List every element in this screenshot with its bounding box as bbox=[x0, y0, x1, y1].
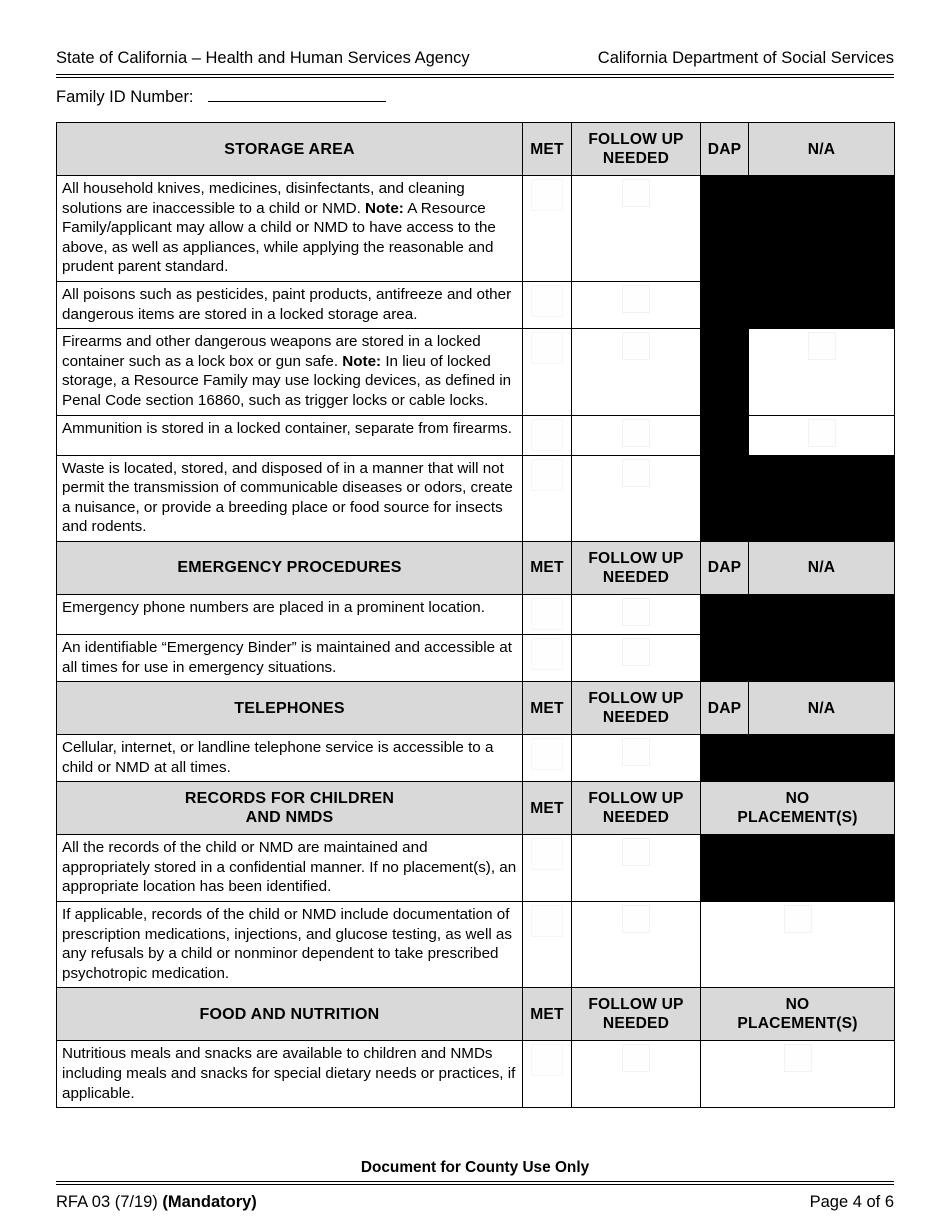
requirement-text: Firearms and other dangerous weapons are stored in a locked container such as a lock box or gun safe. Note: In lieu of locked storage, a Resource Family may use locking devices, as defined in Penal Code section 16860, such as trigger locks or cable locks. bbox=[57, 329, 523, 415]
checkbox[interactable] bbox=[622, 1044, 650, 1072]
met-checkbox-cell[interactable] bbox=[523, 902, 572, 988]
column-header-met: MET bbox=[523, 123, 572, 176]
checkbox[interactable] bbox=[622, 905, 650, 933]
met-checkbox-cell[interactable] bbox=[523, 281, 572, 328]
follow-up-checkbox-cell[interactable] bbox=[572, 835, 701, 902]
met-checkbox-cell[interactable] bbox=[523, 176, 572, 282]
county-use-notice: Document for County Use Only bbox=[360, 1159, 590, 1176]
na-blackout-cell bbox=[749, 634, 895, 681]
checklist-row bbox=[57, 902, 895, 988]
section-title: STORAGE AREA bbox=[57, 123, 523, 176]
requirement-text: An identifiable “Emergency Binder” is maintained and accessible at all times for use in emergency situations. bbox=[57, 634, 523, 681]
checkbox[interactable] bbox=[531, 905, 563, 937]
column-header-follow-up-needed: FOLLOW UP NEEDED bbox=[572, 541, 701, 594]
na-checkbox-cell[interactable] bbox=[749, 415, 895, 455]
dap-blackout-cell bbox=[701, 176, 749, 282]
checkbox[interactable] bbox=[531, 285, 563, 317]
column-header-dap: DAP bbox=[701, 123, 749, 176]
checklist-row bbox=[57, 329, 895, 415]
met-checkbox-cell[interactable] bbox=[523, 329, 572, 415]
requirement-text: All the records of the child or NMD are maintained and appropriately stored in a confidential manner. If no placement(s), an appropriate location has been identified. bbox=[57, 835, 523, 902]
checkbox[interactable] bbox=[622, 459, 650, 487]
column-header-dap: DAP bbox=[701, 682, 749, 735]
section-header-row bbox=[57, 541, 895, 594]
family-id-row bbox=[56, 87, 894, 107]
follow-up-checkbox-cell[interactable] bbox=[572, 415, 701, 455]
checklist-row bbox=[57, 1041, 895, 1108]
met-checkbox-cell[interactable] bbox=[523, 1041, 572, 1108]
requirement-text: All household knives, medicines, disinfectants, and cleaning solutions are inaccessible to a child or NMD. Note: A Resource Family/applicant may allow a child or NMD to have access to the above, as well as appliances, while applying the reasonable and prudent parent standard. bbox=[57, 176, 523, 282]
requirement-text: If applicable, records of the child or NMD include documentation of prescription medications, injections, and glucose testing, as well as any refusals by a child or nonminor dependent to take prescribed psychotropic medication. bbox=[57, 902, 523, 988]
requirement-text: Waste is located, stored, and disposed of in a manner that will not permit the transmission of communicable diseases or odors, create a nuisance, or provide a breeding place or food source for insects and rodents. bbox=[57, 455, 523, 541]
na-blackout-cell bbox=[749, 281, 895, 328]
follow-up-checkbox-cell[interactable] bbox=[572, 329, 701, 415]
checkbox[interactable] bbox=[622, 738, 650, 766]
checkbox[interactable] bbox=[531, 179, 563, 211]
family-id-label: Family ID Number: bbox=[56, 88, 194, 106]
section-title: FOOD AND NUTRITION bbox=[57, 988, 523, 1041]
follow-up-checkbox-cell[interactable] bbox=[572, 735, 701, 782]
met-checkbox-cell[interactable] bbox=[523, 455, 572, 541]
checkbox[interactable] bbox=[622, 838, 650, 866]
family-id-input[interactable] bbox=[208, 87, 386, 102]
section-header-row bbox=[57, 123, 895, 176]
checkbox[interactable] bbox=[531, 459, 563, 491]
no-placement-checkbox-cell[interactable] bbox=[701, 902, 895, 988]
column-header-follow-up-needed: FOLLOW UP NEEDED bbox=[572, 782, 701, 835]
form-id-text: RFA 03 (7/19) bbox=[56, 1193, 163, 1211]
checkbox[interactable] bbox=[531, 638, 563, 670]
checkbox[interactable] bbox=[531, 1044, 563, 1076]
dap-blackout-cell bbox=[701, 634, 749, 681]
section-header-row bbox=[57, 988, 895, 1041]
checklist-row bbox=[57, 594, 895, 634]
met-checkbox-cell[interactable] bbox=[523, 835, 572, 902]
checklist-row bbox=[57, 735, 895, 782]
follow-up-checkbox-cell[interactable] bbox=[572, 902, 701, 988]
met-checkbox-cell[interactable] bbox=[523, 594, 572, 634]
column-header-na: N/A bbox=[749, 123, 895, 176]
met-checkbox-cell[interactable] bbox=[523, 415, 572, 455]
dap-blackout-cell bbox=[701, 329, 749, 415]
met-checkbox-cell[interactable] bbox=[523, 735, 572, 782]
form-identifier bbox=[56, 1192, 257, 1212]
header-divider bbox=[56, 74, 894, 78]
checkbox[interactable] bbox=[531, 598, 563, 630]
requirement-text: All poisons such as pesticides, paint products, antifreeze and other dangerous items are stored in a locked storage area. bbox=[57, 281, 523, 328]
dap-blackout-cell bbox=[701, 735, 749, 782]
column-header-met: MET bbox=[523, 682, 572, 735]
dap-blackout-cell bbox=[701, 415, 749, 455]
column-header-met: MET bbox=[523, 541, 572, 594]
note-label: Note: bbox=[342, 352, 382, 370]
follow-up-checkbox-cell[interactable] bbox=[572, 176, 701, 282]
na-blackout-cell bbox=[749, 455, 895, 541]
checklist-row bbox=[57, 415, 895, 455]
column-header-follow-up-needed: FOLLOW UP NEEDED bbox=[572, 988, 701, 1041]
no-placement-blackout-cell bbox=[701, 835, 895, 902]
requirement-text: Cellular, internet, or landline telephone service is accessible to a child or NMD at all times. bbox=[57, 735, 523, 782]
section-title: TELEPHONES bbox=[57, 682, 523, 735]
checklist-row bbox=[57, 634, 895, 681]
na-blackout-cell bbox=[749, 735, 895, 782]
na-checkbox-cell[interactable] bbox=[749, 329, 895, 415]
checkbox[interactable] bbox=[531, 419, 563, 451]
checkbox[interactable] bbox=[622, 419, 650, 447]
note-label: Note: bbox=[365, 199, 404, 217]
checklist-row bbox=[57, 281, 895, 328]
section-title: RECORDS FOR CHILDREN AND NMDS bbox=[57, 782, 523, 835]
checkbox[interactable] bbox=[808, 332, 836, 360]
checkbox[interactable] bbox=[784, 1044, 812, 1072]
column-header-na: N/A bbox=[749, 541, 895, 594]
checkbox[interactable] bbox=[531, 838, 563, 870]
checkbox[interactable] bbox=[622, 285, 650, 313]
requirement-text: Ammunition is stored in a locked container, separate from firearms. bbox=[57, 415, 523, 455]
dap-blackout-cell bbox=[701, 594, 749, 634]
footer-divider bbox=[56, 1181, 894, 1185]
follow-up-checkbox-cell[interactable] bbox=[572, 594, 701, 634]
page-number: Page 4 of 6 bbox=[809, 1193, 894, 1211]
no-placement-checkbox-cell[interactable] bbox=[701, 1041, 895, 1108]
checkbox[interactable] bbox=[622, 179, 650, 207]
follow-up-checkbox-cell[interactable] bbox=[572, 634, 701, 681]
follow-up-checkbox-cell[interactable] bbox=[572, 281, 701, 328]
agency-left-label: State of California – Health and Human Services Agency bbox=[56, 49, 470, 67]
requirement-text: Emergency phone numbers are placed in a prominent location. bbox=[57, 594, 523, 634]
checkbox[interactable] bbox=[622, 598, 650, 626]
checklist-row bbox=[57, 835, 895, 902]
na-blackout-cell bbox=[749, 594, 895, 634]
compliance-checklist-table bbox=[56, 122, 895, 1108]
checklist-row bbox=[57, 176, 895, 282]
checklist-row bbox=[57, 455, 895, 541]
column-header-dap: DAP bbox=[701, 541, 749, 594]
column-header-no-placements: NO PLACEMENT(S) bbox=[701, 988, 895, 1041]
mandatory-label: (Mandatory) bbox=[162, 1193, 257, 1211]
met-checkbox-cell[interactable] bbox=[523, 634, 572, 681]
column-header-follow-up-needed: FOLLOW UP NEEDED bbox=[572, 123, 701, 176]
checkbox[interactable] bbox=[784, 905, 812, 933]
section-title: EMERGENCY PROCEDURES bbox=[57, 541, 523, 594]
column-header-no-placements: NO PLACEMENT(S) bbox=[701, 782, 895, 835]
section-header-row bbox=[57, 682, 895, 735]
dap-blackout-cell bbox=[701, 281, 749, 328]
dap-blackout-cell bbox=[701, 455, 749, 541]
follow-up-checkbox-cell[interactable] bbox=[572, 1041, 701, 1108]
section-header-row bbox=[57, 782, 895, 835]
column-header-met: MET bbox=[523, 988, 572, 1041]
column-header-na: N/A bbox=[749, 682, 895, 735]
column-header-follow-up-needed: FOLLOW UP NEEDED bbox=[572, 682, 701, 735]
checkbox[interactable] bbox=[808, 419, 836, 447]
agency-right-label: California Department of Social Services bbox=[597, 49, 894, 67]
checkbox[interactable] bbox=[622, 332, 650, 360]
checkbox[interactable] bbox=[531, 738, 563, 770]
checkbox[interactable] bbox=[622, 638, 650, 666]
document-header bbox=[56, 48, 894, 68]
requirement-text: Nutritious meals and snacks are available to children and NMDs including meals and snacks for special dietary needs or practices, if applicable. bbox=[57, 1041, 523, 1108]
follow-up-checkbox-cell[interactable] bbox=[572, 455, 701, 541]
na-blackout-cell bbox=[749, 176, 895, 282]
document-footer bbox=[56, 1158, 894, 1212]
column-header-met: MET bbox=[523, 782, 572, 835]
checkbox[interactable] bbox=[531, 332, 563, 364]
